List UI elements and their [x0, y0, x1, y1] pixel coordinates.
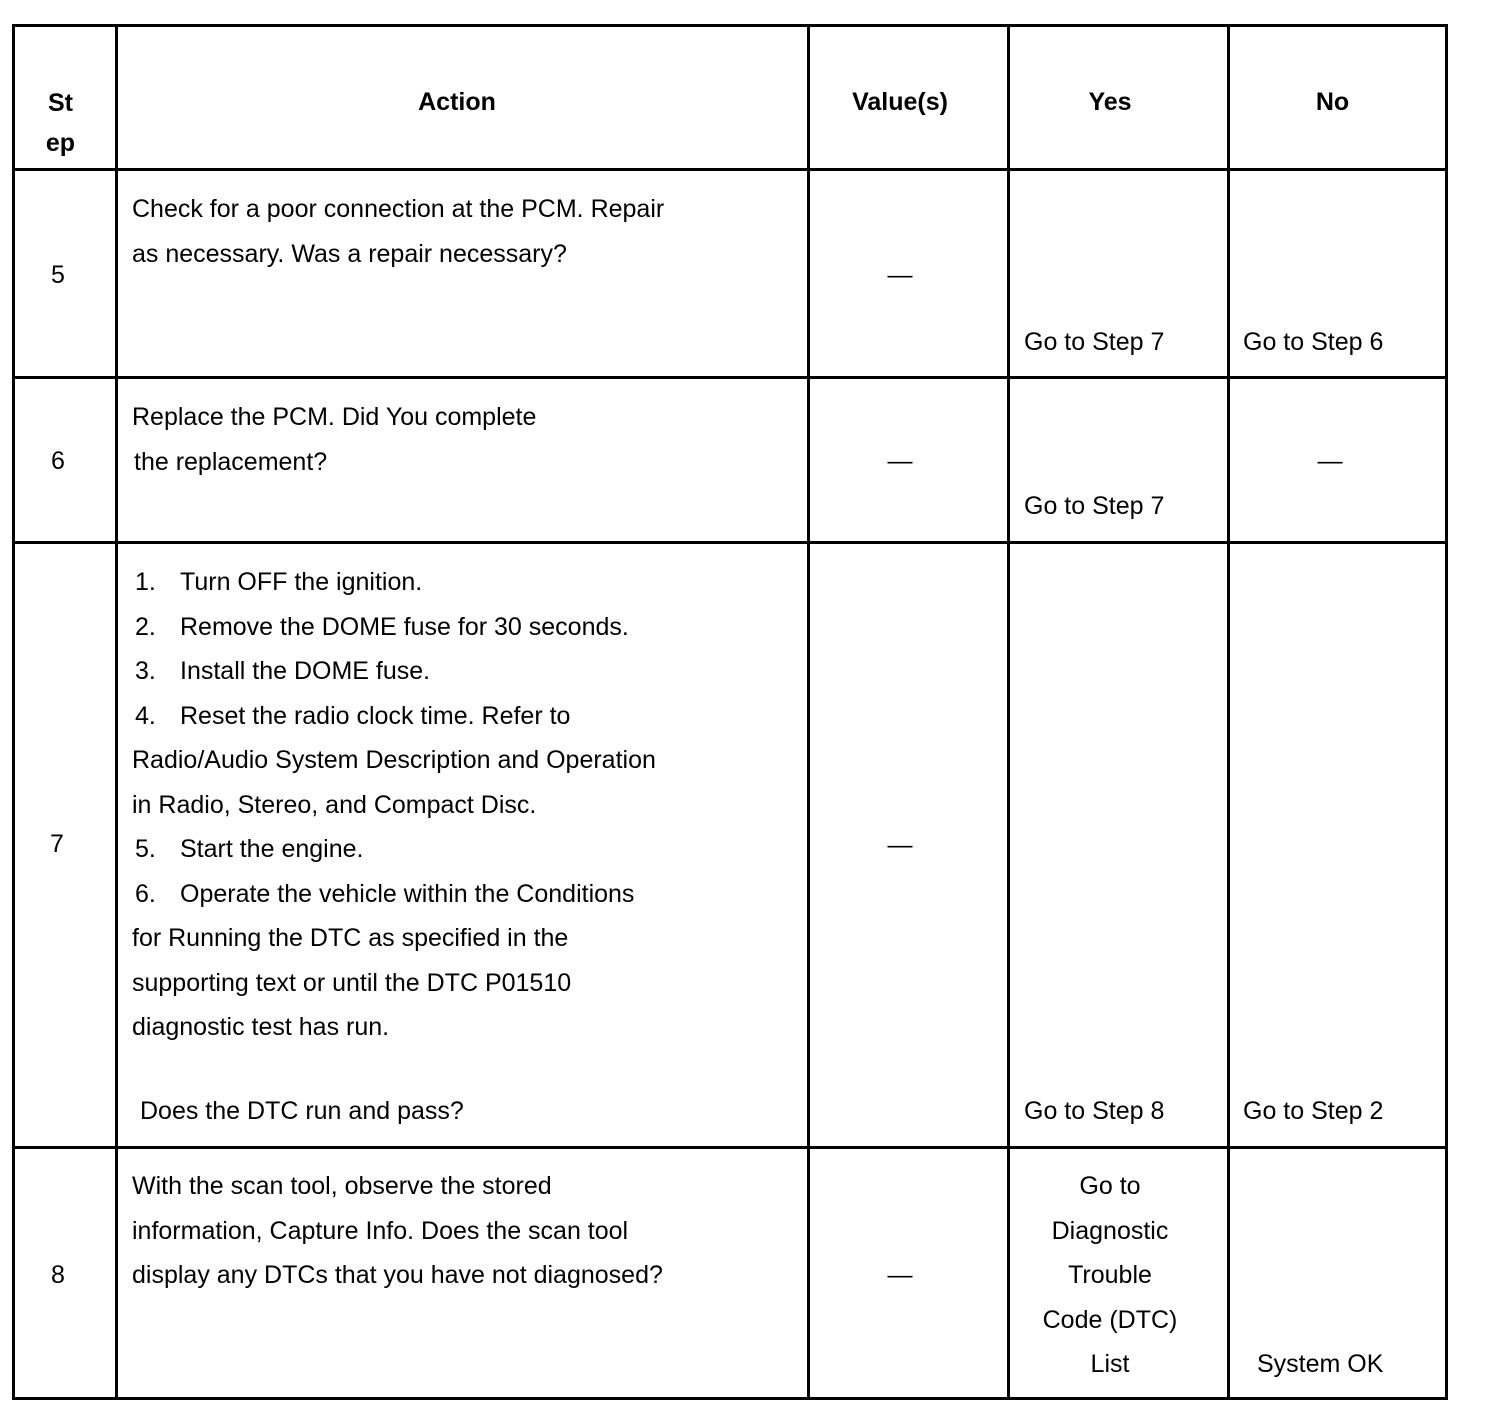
- question-text: Does the DTC run and pass?: [140, 1097, 464, 1125]
- no-cell: Go to Step 2: [1243, 1097, 1384, 1125]
- column-divider: [1227, 27, 1230, 1397]
- header-action: Action: [418, 88, 496, 116]
- header-values: Value(s): [852, 88, 948, 116]
- no-cell: Go to Step 6: [1243, 328, 1384, 356]
- step-number: 8: [51, 1261, 65, 1289]
- value-cell: —: [887, 447, 913, 475]
- no-cell: —: [1317, 447, 1343, 475]
- list-item: 6. Operate the vehicle within the Conditions: [135, 879, 635, 908]
- header-step: St ep: [45, 89, 76, 157]
- diagnostic-table: [12, 24, 1448, 1400]
- header-yes: Yes: [1088, 88, 1132, 116]
- action-text: 1. Turn OFF the ignition. 2. Remove the DOME fuse for 30 seconds. 3. Install the DOME fuse. 4. Reset the radio clock time. Refer to Radio/Audio System Description and Operation in Radio, Stereo, and Compact Disc. 5. Start the engine. 6. Operate the vehicle within the Conditions for Running the DTC as specified in the supporting text or until the DTC P01510 diagnostic test has run.: [132, 560, 656, 1050]
- yes-cell: Go to Diagnostic Trouble Code (DTC) List: [1042, 1172, 1178, 1378]
- header-no: No: [1315, 88, 1350, 116]
- value-cell: —: [887, 261, 913, 289]
- no-cell: System OK: [1257, 1350, 1384, 1378]
- row-divider: [15, 376, 1445, 379]
- list-item: 1. Turn OFF the ignition.: [135, 568, 423, 596]
- step-number: 6: [51, 447, 65, 475]
- yes-cell: Go to Step 8: [1024, 1097, 1165, 1125]
- step-number: 7: [50, 830, 64, 858]
- action-text: Replace the PCM. Did You complete the replacement?: [132, 403, 537, 476]
- row-divider: [15, 1146, 1445, 1149]
- list-item: 4. Reset the radio clock time. Refer to: [135, 701, 571, 730]
- row-divider: [15, 541, 1445, 544]
- column-divider: [115, 27, 118, 1397]
- value-cell: —: [887, 1261, 913, 1289]
- value-cell: —: [887, 831, 913, 859]
- list-item: 5. Start the engine.: [135, 835, 364, 863]
- yes-cell: Go to Step 7: [1024, 492, 1165, 520]
- row-divider: [15, 168, 1445, 171]
- column-divider: [807, 27, 810, 1397]
- list-item: 3. Install the DOME fuse.: [135, 657, 431, 685]
- action-text: Check for a poor connection at the PCM. Repair as necessary. Was a repair necessary?: [132, 195, 665, 268]
- action-text: With the scan tool, observe the stored information, Capture Info. Does the scan tool display any DTCs that you have not diagnosed?: [132, 1172, 663, 1289]
- yes-cell: Go to Step 7: [1024, 328, 1165, 356]
- step-number: 5: [51, 261, 65, 289]
- list-item: 2. Remove the DOME fuse for 30 seconds.: [135, 612, 629, 641]
